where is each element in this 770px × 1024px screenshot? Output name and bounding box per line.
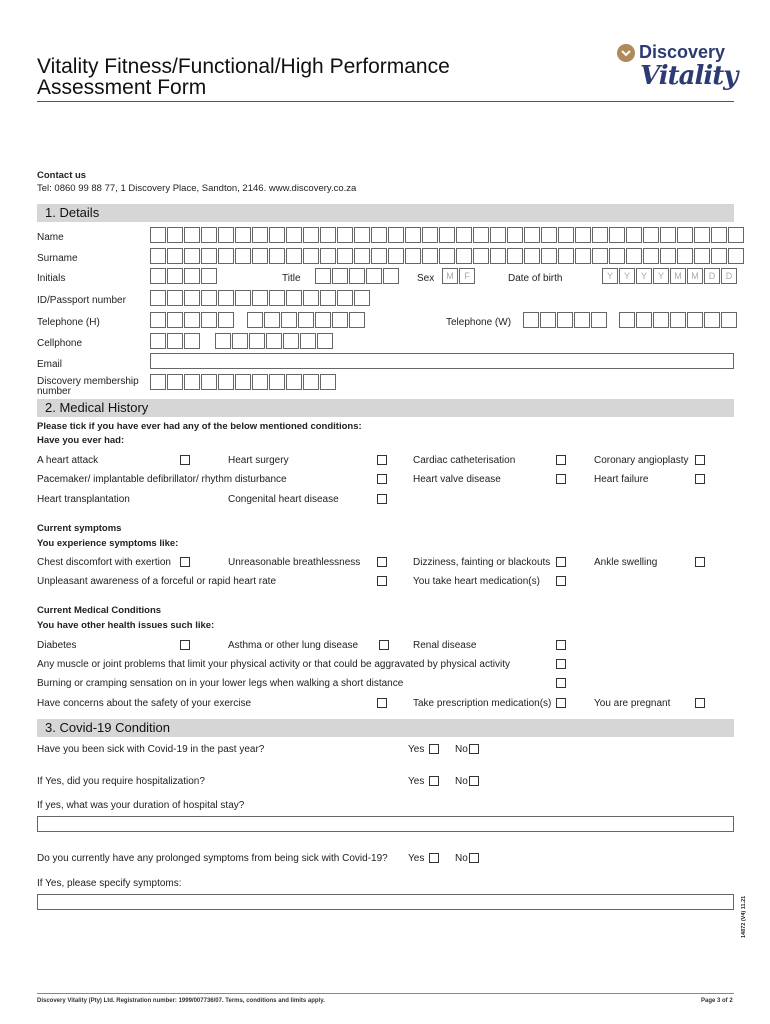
char-box[interactable] (150, 290, 166, 306)
char-box[interactable] (439, 248, 455, 264)
char-box[interactable] (643, 227, 659, 243)
sex-f-box[interactable]: F (459, 268, 475, 284)
char-box[interactable] (574, 312, 590, 328)
dob-char-box[interactable]: Y (636, 268, 652, 284)
char-box[interactable] (609, 248, 625, 264)
dob-char-box[interactable]: D (721, 268, 737, 284)
heart-failure-label: Heart failure (594, 474, 649, 485)
tel-w-label: Telephone (W) (446, 317, 512, 328)
title-line-2: Assessment Form (37, 76, 207, 99)
char-box[interactable] (677, 227, 693, 243)
char-box[interactable] (184, 227, 200, 243)
cellphone-label: Cellphone (37, 338, 83, 349)
char-box[interactable] (728, 248, 744, 264)
char-box[interactable] (405, 227, 421, 243)
char-box[interactable] (201, 374, 217, 390)
char-box[interactable] (150, 227, 166, 243)
symptoms-field[interactable] (37, 894, 734, 910)
char-box[interactable] (366, 268, 382, 284)
char-box[interactable] (349, 268, 365, 284)
discovery-logo-icon (617, 44, 635, 62)
char-box[interactable] (337, 227, 353, 243)
cardiac-cath-label: Cardiac catheterisation (413, 455, 516, 466)
char-box[interactable] (150, 374, 166, 390)
char-box[interactable] (167, 333, 183, 349)
char-box[interactable] (218, 227, 234, 243)
char-box[interactable] (575, 248, 591, 264)
char-box[interactable] (283, 333, 299, 349)
char-box[interactable] (354, 248, 370, 264)
contact-text: Tel: 0860 99 88 77, 1 Discovery Place, Sandton, 2146. www.discovery.co.za (37, 183, 357, 194)
char-box[interactable] (354, 290, 370, 306)
burning-label: Burning or cramping sensation on in your lower legs when walking a short distance (37, 678, 404, 689)
char-box[interactable] (264, 312, 280, 328)
char-box[interactable] (636, 312, 652, 328)
footer-legal: Discovery Vitality (Pty) Ltd. Registration number: 1999/007736/07. Terms, conditions and limits apply. (37, 998, 325, 1004)
tel-h-code-field[interactable] (150, 312, 235, 328)
logo-discovery-text: Discovery (639, 42, 726, 62)
char-box[interactable] (286, 227, 302, 243)
covid-q4-yes-label: Yes (408, 853, 425, 864)
covid-q1-no-label: No (455, 744, 468, 755)
char-box[interactable] (252, 248, 268, 264)
char-box[interactable] (592, 227, 608, 243)
char-box[interactable] (235, 248, 251, 264)
char-box[interactable] (167, 268, 183, 284)
char-box[interactable] (507, 248, 523, 264)
char-box[interactable] (303, 290, 319, 306)
covid-q5-label: If Yes, please specify symptoms: (37, 878, 182, 889)
char-box[interactable] (218, 312, 234, 328)
form-code: 14872 (V4) 11.21 (741, 895, 747, 938)
details-section-header (37, 204, 734, 222)
char-box[interactable] (687, 312, 703, 328)
char-box[interactable] (303, 248, 319, 264)
char-box[interactable] (711, 248, 727, 264)
char-box[interactable] (670, 312, 686, 328)
medical-intro-1: Please tick if you have ever had any of the below mentioned conditions: (37, 421, 362, 432)
valve-label: Heart valve disease (413, 474, 501, 485)
id-field[interactable] (150, 290, 371, 306)
char-box[interactable] (558, 248, 574, 264)
dob-char-box[interactable]: Y (602, 268, 618, 284)
initials-field[interactable] (150, 268, 218, 284)
char-box[interactable] (721, 312, 737, 328)
cellphone-number-field[interactable] (215, 333, 334, 349)
forceful-label: Unpleasant awareness of a forceful or rapid heart rate (37, 576, 277, 587)
page-number: Page 3 of 2 (701, 998, 733, 1004)
footer-divider (37, 993, 734, 994)
heart-attack-label: A heart attack (37, 455, 99, 466)
contact-heading: Contact us (37, 170, 87, 181)
char-box[interactable] (523, 312, 539, 328)
char-box[interactable] (337, 290, 353, 306)
symptoms-heading: Current symptoms (37, 523, 122, 534)
covid-q1-no-checkbox[interactable] (469, 744, 479, 754)
char-box[interactable] (609, 227, 625, 243)
medical-heading: 2. Medical History (45, 400, 149, 415)
char-box[interactable] (439, 227, 455, 243)
initials-label: Initials (37, 273, 66, 284)
char-box[interactable] (337, 248, 353, 264)
char-box[interactable] (317, 333, 333, 349)
dob-char-box[interactable]: Y (653, 268, 669, 284)
muscle-label: Any muscle or joint problems that limit your physical activity or that could be aggravated by physical activity (37, 659, 510, 670)
sex-field[interactable] (442, 268, 476, 284)
char-box[interactable] (235, 374, 251, 390)
sex-m-box[interactable]: M (442, 268, 458, 284)
cardiac-cath-checkbox[interactable] (556, 455, 566, 465)
char-box[interactable] (201, 268, 217, 284)
char-box[interactable] (626, 248, 642, 264)
id-label: ID/Passport number (37, 295, 126, 306)
char-box[interactable] (694, 227, 710, 243)
dob-char-box[interactable]: M (687, 268, 703, 284)
burning-checkbox[interactable] (556, 678, 566, 688)
covid-q4-yes-checkbox[interactable] (429, 853, 439, 863)
char-box[interactable] (167, 248, 183, 264)
medical-intro-2: Have you ever had: (37, 435, 125, 446)
char-box[interactable] (626, 227, 642, 243)
char-box[interactable] (286, 248, 302, 264)
chest-label: Chest discomfort with exertion (37, 557, 171, 568)
pacemaker-checkbox[interactable] (377, 474, 387, 484)
char-box[interactable] (150, 312, 166, 328)
membership-field[interactable] (150, 374, 337, 390)
char-box[interactable] (524, 227, 540, 243)
title-label: Title (282, 273, 301, 284)
char-box[interactable] (232, 333, 248, 349)
char-box[interactable] (150, 248, 166, 264)
char-box[interactable] (184, 268, 200, 284)
medical-section-header (37, 399, 734, 417)
medication-label: You take heart medication(s) (413, 576, 540, 587)
dob-label: Date of birth (508, 273, 563, 284)
discovery-vitality-logo (612, 42, 737, 98)
char-box[interactable] (201, 227, 217, 243)
covid-q4-label: Do you currently have any prolonged symptoms from being sick with Covid-19? (37, 853, 388, 864)
char-box[interactable] (422, 227, 438, 243)
covid-q2-no-label: No (455, 776, 468, 787)
valve-checkbox[interactable] (556, 474, 566, 484)
char-box[interactable] (660, 227, 676, 243)
char-box[interactable] (235, 227, 251, 243)
chest-checkbox[interactable] (180, 557, 190, 567)
char-box[interactable] (201, 290, 217, 306)
asthma-checkbox[interactable] (379, 640, 389, 650)
char-box[interactable] (388, 248, 404, 264)
char-box[interactable] (349, 312, 365, 328)
conditions-subheading: You have other health issues such like: (37, 620, 215, 631)
covid-q1-yes-label: Yes (408, 744, 425, 755)
email-label: Email (37, 359, 63, 370)
char-box[interactable] (557, 312, 573, 328)
char-box[interactable] (167, 374, 183, 390)
renal-label: Renal disease (413, 640, 477, 651)
char-box[interactable] (252, 374, 268, 390)
covid-q2-yes-checkbox[interactable] (429, 776, 439, 786)
asthma-label: Asthma or other lung disease (228, 640, 359, 651)
covid-q2-yes-label: Yes (408, 776, 425, 787)
char-box[interactable] (456, 227, 472, 243)
char-box[interactable] (653, 312, 669, 328)
char-box[interactable] (218, 290, 234, 306)
char-box[interactable] (303, 227, 319, 243)
membership-label-line2: number (37, 386, 71, 397)
char-box[interactable] (619, 312, 635, 328)
char-box[interactable] (252, 227, 268, 243)
char-box[interactable] (490, 248, 506, 264)
diabetes-checkbox[interactable] (180, 640, 190, 650)
covid-section-header (37, 719, 734, 737)
ankle-label: Ankle swelling (594, 557, 658, 568)
heart-surgery-label: Heart surgery (228, 455, 289, 466)
char-box[interactable] (201, 312, 217, 328)
char-box[interactable] (300, 333, 316, 349)
char-box[interactable] (473, 227, 489, 243)
char-box[interactable] (281, 312, 297, 328)
char-box[interactable] (354, 227, 370, 243)
char-box[interactable] (215, 333, 231, 349)
char-box[interactable] (269, 248, 285, 264)
membership-label-line1: Discovery membership (37, 376, 139, 387)
char-box[interactable] (473, 248, 489, 264)
char-box[interactable] (422, 248, 438, 264)
char-box[interactable] (456, 248, 472, 264)
char-box[interactable] (286, 290, 302, 306)
char-box[interactable] (490, 227, 506, 243)
char-box[interactable] (266, 333, 282, 349)
exercise-label: Have concerns about the safety of your exercise (37, 698, 252, 709)
pregnant-label: You are pregnant (594, 698, 671, 709)
coronary-checkbox[interactable] (695, 455, 705, 465)
surname-label: Surname (37, 253, 78, 264)
char-box[interactable] (218, 374, 234, 390)
symptoms-subheading: You experience symptoms like: (37, 538, 179, 549)
char-box[interactable] (247, 312, 263, 328)
char-box[interactable] (269, 227, 285, 243)
transplant-label: Heart transplantation (37, 494, 130, 505)
char-box[interactable] (704, 312, 720, 328)
char-box[interactable] (643, 248, 659, 264)
char-box[interactable] (269, 374, 285, 390)
dob-char-box[interactable]: D (704, 268, 720, 284)
prescription-label: Take prescription medication(s) (413, 698, 552, 709)
coronary-label: Coronary angioplasty (594, 455, 689, 466)
page-title (37, 56, 450, 98)
congenital-checkbox[interactable] (377, 494, 387, 504)
diabetes-label: Diabetes (37, 640, 77, 651)
tel-h-label: Telephone (H) (37, 317, 100, 328)
forceful-checkbox[interactable] (377, 576, 387, 586)
title-field[interactable] (315, 268, 400, 284)
char-box[interactable] (388, 227, 404, 243)
char-box[interactable] (677, 248, 693, 264)
surname-field[interactable] (150, 248, 745, 264)
char-box[interactable] (150, 268, 166, 284)
char-box[interactable] (728, 227, 744, 243)
char-box[interactable] (303, 374, 319, 390)
char-box[interactable] (184, 290, 200, 306)
char-box[interactable] (235, 290, 251, 306)
char-box[interactable] (332, 312, 348, 328)
char-box[interactable] (167, 290, 183, 306)
pregnant-checkbox[interactable] (695, 698, 705, 708)
char-box[interactable] (315, 312, 331, 328)
char-box[interactable] (320, 290, 336, 306)
char-box[interactable] (320, 374, 336, 390)
name-field[interactable] (150, 227, 745, 243)
cellphone-code-field[interactable] (150, 333, 201, 349)
dizzy-checkbox[interactable] (556, 557, 566, 567)
char-box[interactable] (575, 227, 591, 243)
breath-checkbox[interactable] (377, 557, 387, 567)
covid-q1-yes-checkbox[interactable] (429, 744, 439, 754)
char-box[interactable] (184, 374, 200, 390)
char-box[interactable] (320, 227, 336, 243)
char-box[interactable] (541, 248, 557, 264)
prescription-checkbox[interactable] (556, 698, 566, 708)
title-line-1: Vitality Fitness/Functional/High Performance (37, 55, 450, 78)
dizzy-label: Dizziness, fainting or blackouts (413, 557, 551, 568)
char-box[interactable] (298, 312, 314, 328)
char-box[interactable] (184, 312, 200, 328)
covid-q4-no-label: No (455, 853, 468, 864)
char-box[interactable] (167, 227, 183, 243)
char-box[interactable] (315, 268, 331, 284)
char-box[interactable] (507, 227, 523, 243)
char-box[interactable] (184, 248, 200, 264)
name-label: Name (37, 232, 64, 243)
char-box[interactable] (383, 268, 399, 284)
email-field[interactable] (150, 353, 734, 369)
exercise-checkbox[interactable] (377, 698, 387, 708)
char-box[interactable] (405, 248, 421, 264)
covid-q3-label: If yes, what was your duration of hospital stay? (37, 800, 245, 811)
char-box[interactable] (541, 227, 557, 243)
dob-char-box[interactable]: Y (619, 268, 635, 284)
char-box[interactable] (218, 248, 234, 264)
congenital-label: Congenital heart disease (228, 494, 339, 505)
tel-w-code-field[interactable] (523, 312, 608, 328)
breath-label: Unreasonable breathlessness (228, 557, 361, 568)
char-box[interactable] (591, 312, 607, 328)
char-box[interactable] (540, 312, 556, 328)
char-box[interactable] (592, 248, 608, 264)
char-box[interactable] (150, 333, 166, 349)
covid-heading: 3. Covid-19 Condition (45, 720, 171, 735)
tel-w-number-field[interactable] (619, 312, 738, 328)
pacemaker-label: Pacemaker/ implantable defibrillator/ rhythm disturbance (37, 474, 287, 485)
char-box[interactable] (201, 248, 217, 264)
membership-label (37, 377, 139, 397)
char-box[interactable] (167, 312, 183, 328)
muscle-checkbox[interactable] (556, 659, 566, 669)
covid-q4-no-checkbox[interactable] (469, 853, 479, 863)
medication-checkbox[interactable] (556, 576, 566, 586)
char-box[interactable] (332, 268, 348, 284)
conditions-heading: Current Medical Conditions (37, 605, 162, 616)
details-heading: 1. Details (45, 205, 100, 220)
char-box[interactable] (524, 248, 540, 264)
char-box[interactable] (286, 374, 302, 390)
char-box[interactable] (320, 248, 336, 264)
hospital-stay-field[interactable] (37, 816, 734, 832)
char-box[interactable] (252, 290, 268, 306)
char-box[interactable] (371, 227, 387, 243)
heart-attack-checkbox[interactable] (180, 455, 190, 465)
covid-q2-label: If Yes, did you require hospitalization? (37, 776, 205, 787)
renal-checkbox[interactable] (556, 640, 566, 650)
covid-q1-label: Have you been sick with Covid-19 in the past year? (37, 744, 265, 755)
tel-h-number-field[interactable] (247, 312, 366, 328)
dob-char-box[interactable]: M (670, 268, 686, 284)
header-divider (37, 101, 734, 102)
logo-vitality-text: Vitality (640, 61, 738, 91)
char-box[interactable] (711, 227, 727, 243)
char-box[interactable] (184, 333, 200, 349)
char-box[interactable] (660, 248, 676, 264)
dob-field[interactable] (602, 268, 738, 284)
char-box[interactable] (558, 227, 574, 243)
char-box[interactable] (249, 333, 265, 349)
char-box[interactable] (269, 290, 285, 306)
char-box[interactable] (371, 248, 387, 264)
covid-q2-no-checkbox[interactable] (469, 776, 479, 786)
heart-surgery-checkbox[interactable] (377, 455, 387, 465)
ankle-checkbox[interactable] (695, 557, 705, 567)
heart-failure-checkbox[interactable] (695, 474, 705, 484)
char-box[interactable] (694, 248, 710, 264)
sex-label: Sex (417, 273, 435, 284)
